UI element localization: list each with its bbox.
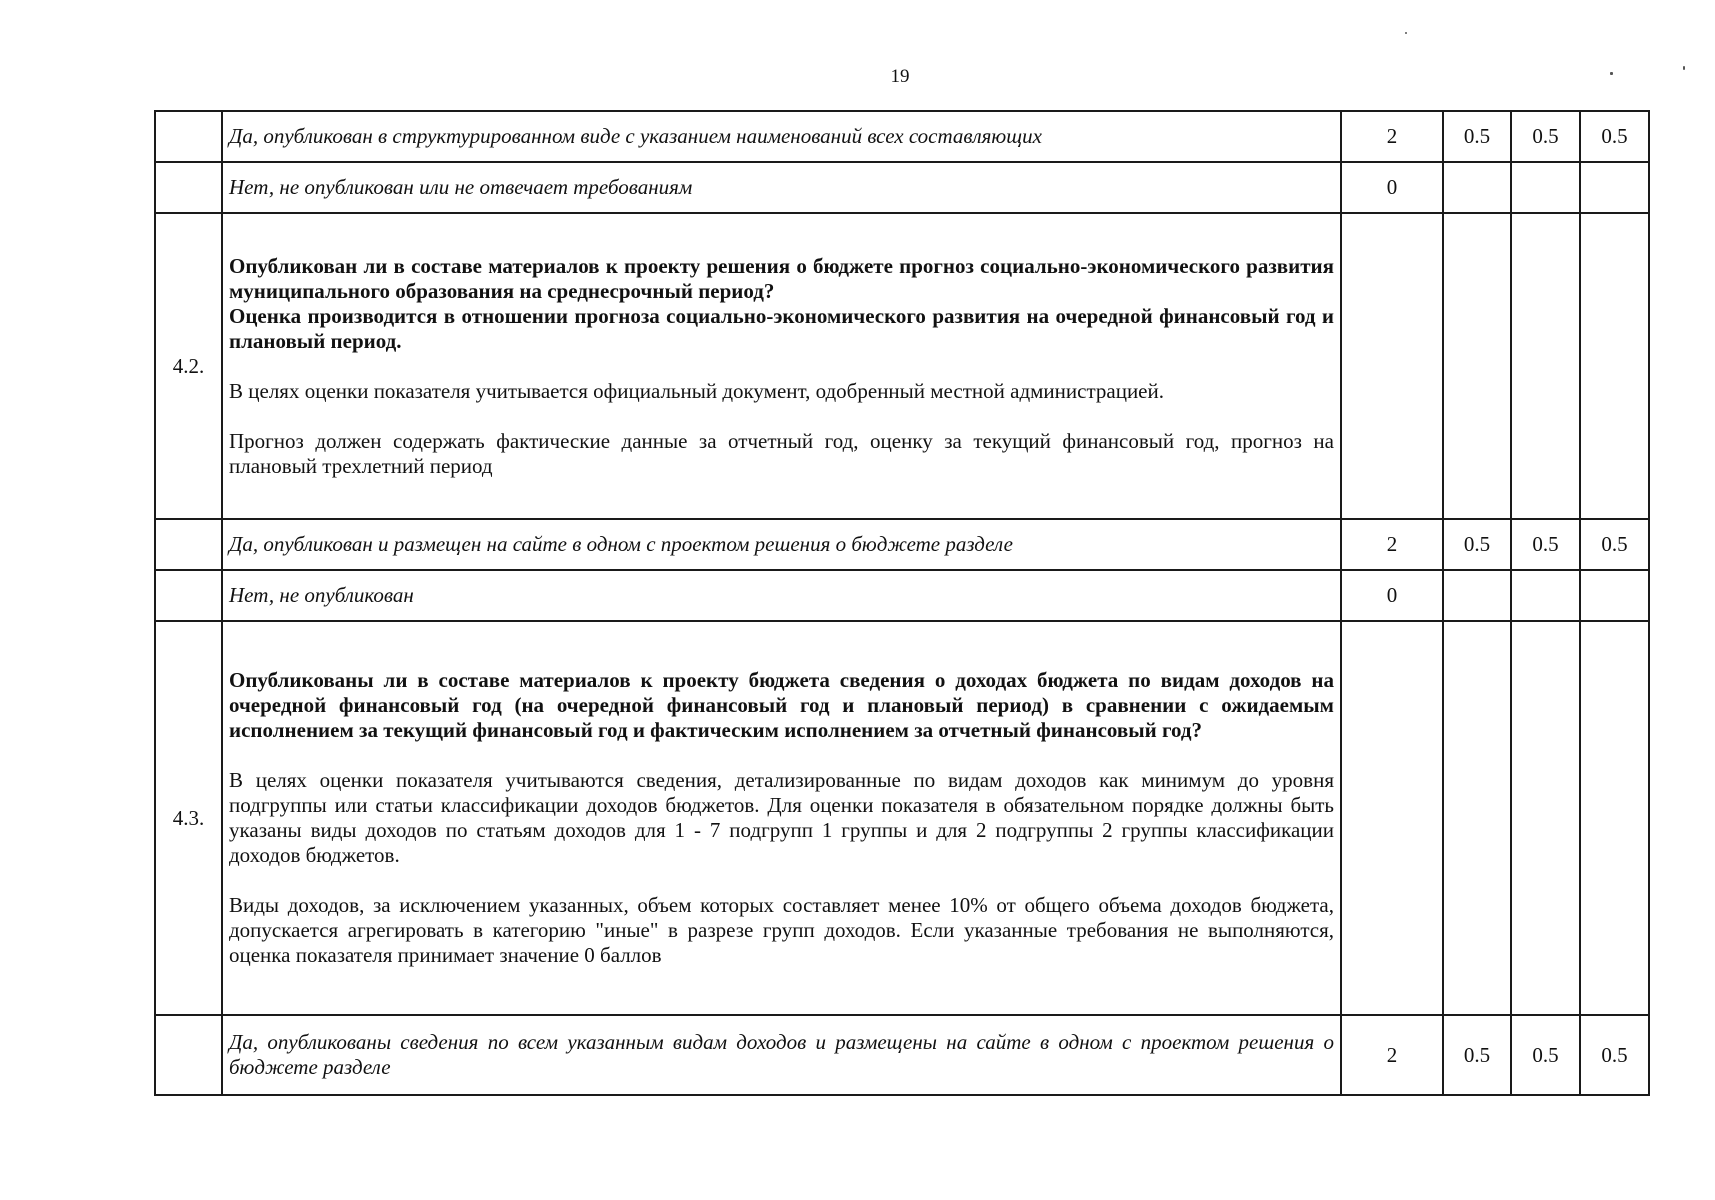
max-score: 2 — [1341, 519, 1443, 570]
empty-cell — [1580, 213, 1649, 519]
row-number — [155, 162, 222, 213]
max-score: 0 — [1341, 162, 1443, 213]
weight-2: 0.5 — [1511, 519, 1580, 570]
question-number: 4.2. — [155, 213, 222, 519]
weight-3 — [1580, 570, 1649, 621]
empty-cell — [1341, 213, 1443, 519]
question-title: Опубликован ли в составе материалов к проекту решения о бюджете прогноз социально-экономического развития муниципального образования на среднесрочный период? — [229, 253, 1334, 303]
empty-cell — [1580, 621, 1649, 1015]
row-number — [155, 111, 222, 162]
page-number: 19 — [890, 66, 910, 87]
weight-2 — [1511, 570, 1580, 621]
answer-option-text: Да, опубликованы сведения по всем указанным видам доходов и размещены на сайте в одном с проектом решения о бюджете разделе — [222, 1015, 1341, 1095]
scan-speck — [1683, 66, 1685, 70]
question-paragraph: В целях оценки показателя учитывается официальный документ, одобренный местной администрацией. — [229, 378, 1164, 403]
weight-3: 0.5 — [1580, 519, 1649, 570]
table-row — [155, 111, 1649, 162]
question-cell — [222, 621, 1341, 1015]
weight-1: 0.5 — [1443, 519, 1511, 570]
row-number — [155, 570, 222, 621]
answer-option-text: Нет, не опубликован — [222, 570, 1341, 621]
question-paragraph: Виды доходов, за исключением указанных, объем которых составляет менее 10% от общего объема доходов бюджета, допускается агрегировать в категорию "иные" в разрезе групп доходов. Если указанные требования не выполняются, оценка показателя принимает значение 0 баллов — [229, 893, 1334, 967]
empty-cell — [1341, 621, 1443, 1015]
table-row — [155, 519, 1649, 570]
table-row — [155, 570, 1649, 621]
table-row — [155, 1015, 1649, 1095]
empty-cell — [1443, 621, 1511, 1015]
weight-3: 0.5 — [1580, 1015, 1649, 1095]
weight-1: 0.5 — [1443, 1015, 1511, 1095]
answer-option-text: Нет, не опубликован или не отвечает требованиям — [222, 162, 1341, 213]
row-number — [155, 519, 222, 570]
empty-cell — [1443, 213, 1511, 519]
question-row — [155, 621, 1649, 1015]
question-paragraph: В целях оценки показателя учитываются сведения, детализированные по видам доходов как минимум до уровня подгруппы или статьи классификации доходов бюджетов. Для оценки показателя в обязательном порядке должны быть указаны виды доходов по статьям доходов для 1 - 7 подгрупп 1 группы и для 2 подгруппы 2 группы классификации доходов бюджетов. — [229, 768, 1334, 867]
weight-1 — [1443, 162, 1511, 213]
weight-2: 0.5 — [1511, 111, 1580, 162]
empty-cell — [1511, 621, 1580, 1015]
question-paragraph: Прогноз должен содержать фактические данные за отчетный год, оценку за текущий финансовый год, прогноз на плановый трехлетний период — [229, 428, 1334, 478]
question-row — [155, 213, 1649, 519]
weight-3 — [1580, 162, 1649, 213]
answer-option-text: Да, опубликован в структурированном виде с указанием наименований всех составляющих — [222, 111, 1341, 162]
weight-2: 0.5 — [1511, 1015, 1580, 1095]
weight-2 — [1511, 162, 1580, 213]
table-row — [155, 162, 1649, 213]
scan-speck — [1405, 32, 1407, 34]
question-title: Опубликованы ли в составе материалов к проекту бюджета сведения о доходах бюджета по видам доходов на очередной финансовый год (на очередной финансовый год и плановый период) в сравнении с ожидаемым исполнением за текущий финансовый год и фактическим исполнением за отчетный финансовый год? — [229, 668, 1334, 742]
question-cell — [222, 213, 1341, 519]
answer-option-text: Да, опубликован и размещен на сайте в одном с проектом решения о бюджете разделе — [222, 519, 1341, 570]
scan-speck — [1610, 72, 1613, 75]
weight-1 — [1443, 570, 1511, 621]
max-score: 2 — [1341, 1015, 1443, 1095]
criteria-table — [154, 110, 1650, 1096]
row-number — [155, 1015, 222, 1095]
question-note: Оценка производится в отношении прогноза социально-экономического развития на очередной финансовый год и плановый период. — [229, 303, 1334, 353]
max-score: 0 — [1341, 570, 1443, 621]
weight-1: 0.5 — [1443, 111, 1511, 162]
max-score: 2 — [1341, 111, 1443, 162]
question-number: 4.3. — [155, 621, 222, 1015]
weight-3: 0.5 — [1580, 111, 1649, 162]
empty-cell — [1511, 213, 1580, 519]
